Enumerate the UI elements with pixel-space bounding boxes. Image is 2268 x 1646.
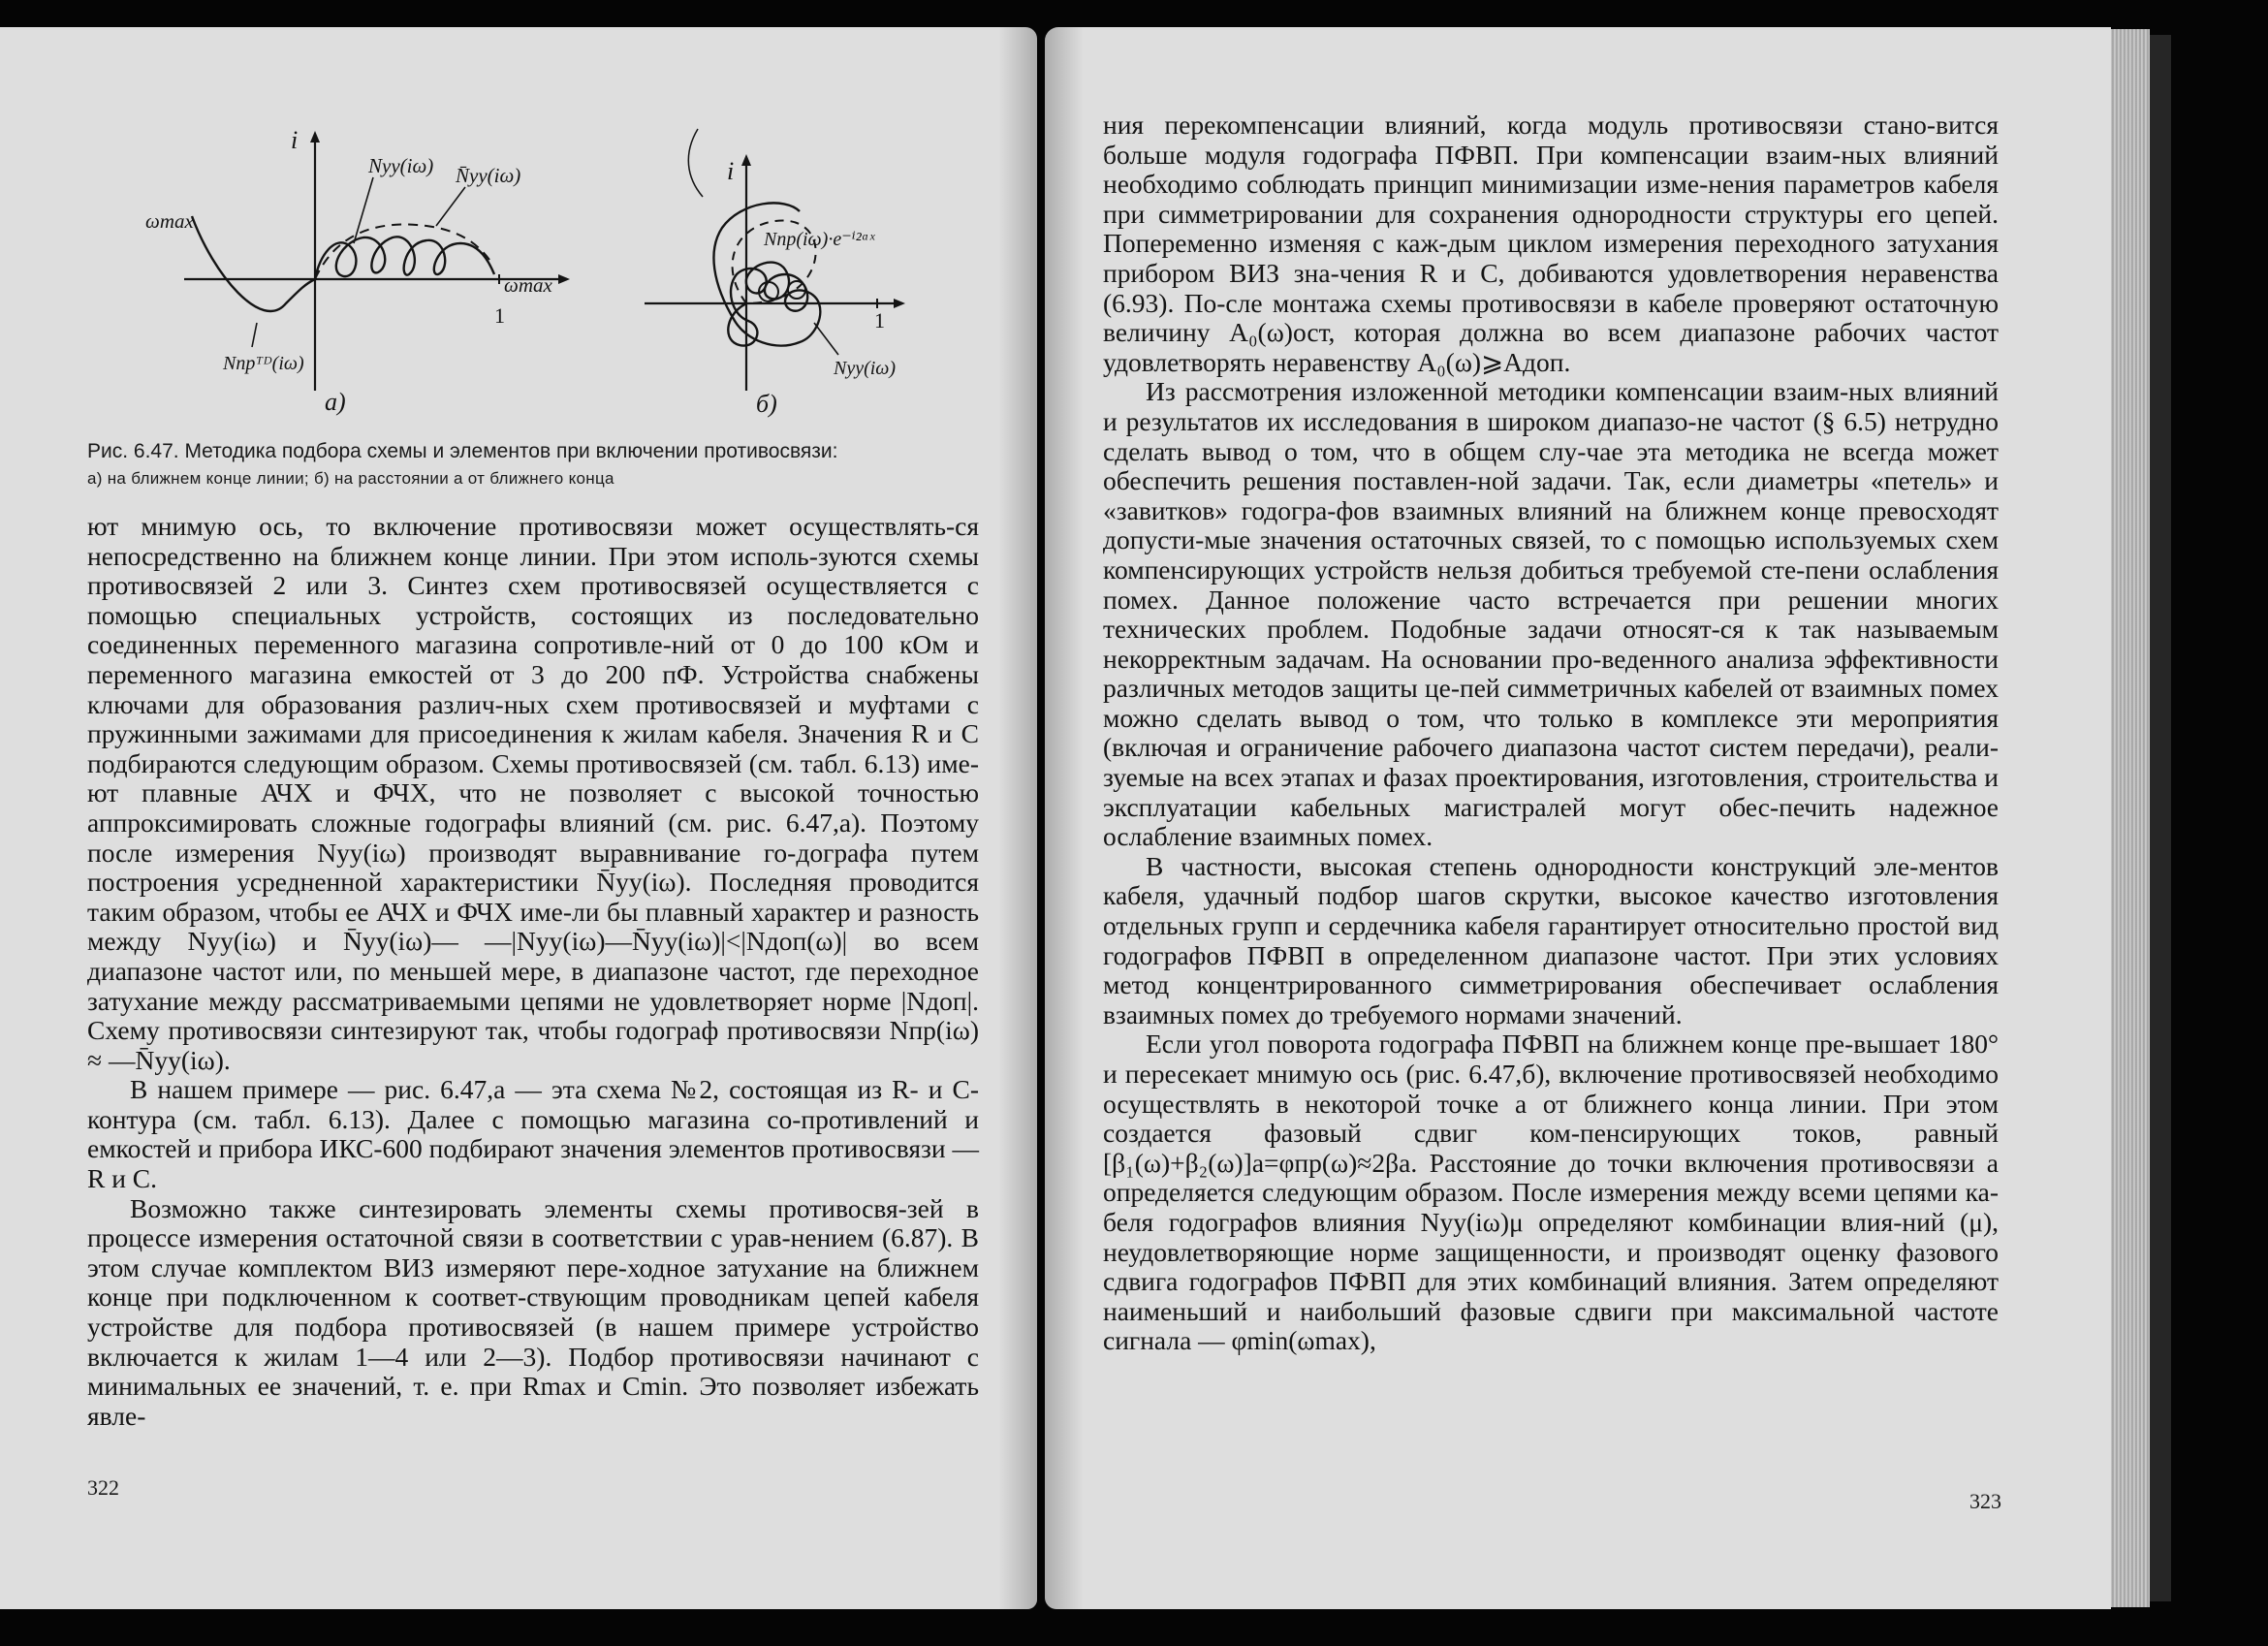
figure-a-x-arrow <box>558 274 570 284</box>
figure-a-panel-label: а) <box>325 388 346 416</box>
left-paragraph-2: В нашем примере — рис. 6.47,а — эта схема №2, состоящая из R- и C-контура (см. табл. 6.13). Далее с помощью магазина со-противлений и емкостей и прибора ИКС-600 подбирают значения элементов противосвязи — R и C. <box>87 1074 979 1194</box>
right-spine-shadow <box>1045 27 1084 1609</box>
page-number-right: 323 <box>1969 1489 2001 1513</box>
left-paragraph-3: Возможно также синтезировать элементы схемы противосвя-зей в процессе измерения остаточной связи в соответствии с урав-нением (6.87). В этом случае комплектом ВИЗ измеряют пере-ходное затухание на ближнем конце при подключенном к соответ-ствующим проводникам цепей кабеля устройстве для подбора противосвязей (в нашем примере устройство включается к жилам 1—4 или 2—3). Подбор противосвязи начинают с минимальных ее значений, т. е. при Rmax и Cmin. Это позволяет избежать явле- <box>87 1192 979 1431</box>
figure-b-x-end-label: 1 <box>874 308 885 332</box>
right-page <box>1045 27 2111 1609</box>
figure-caption <box>87 438 960 492</box>
figure-a-wmax-left-label: ωmax <box>145 209 194 233</box>
book-page-edges <box>2111 29 2150 1607</box>
figure-b-leader-nyy <box>814 323 838 355</box>
figure-b-nyy-label: Nyy(iω) <box>834 358 897 379</box>
figure-caption-subtitle: а) на ближнем конце линии; б) на расстоянии а от ближнего конца <box>87 469 614 488</box>
left-body-text <box>87 512 979 1431</box>
figure-a-npr-label: Nпрᵀᴰ(iω) <box>223 353 304 374</box>
right-paragraph-3: В частности, высокая степень однородности конструкций эле-ментов кабеля, удачный подбор шагов скрутки, высокое качество изготовления отдельных групп и сердечника кабеля гарантирует относительно простой вид годографов ПФВП в определенном диапазоне частот. При этих условиях метод концентрированного симметрирования обеспечивает ослабления взаимных помех до требуемого нормами значений. <box>1103 850 1999 1029</box>
book-cover-edge <box>2150 35 2171 1601</box>
figure-b-hodograph-curve <box>713 203 820 345</box>
figure-a-y-label: i <box>291 129 299 154</box>
figure-b-y-arrow <box>741 154 751 166</box>
right-paragraph-4: Если угол поворота годографа ПФВП на ближнем конце пре-вышает 180° и пересекает мнимую ось (рис. 6.47,б), включение противосвязей необходимо осуществлять в некоторой точке a от ближнего конца линии. При этом создается фазовый сдвиг ком-пенсирующих токов, равный [β₁(ω)+β₂(ω)]a=φпр(ω)≈2βa. Расстояние до точки включения противосвязи a определяется следующим образом. После измерения между всеми цепями ка-беля годографов влияния Nуу(iω)μ определяют комбинации влия-ний (μ), неудовлетворяющие норме защищенности, и производят оценку фазового сдвига годографов ПФВП для этих комбинаций влияния. Затем определяют наименьший и наибольший фазовые сдвиги при максимальной частоте сигнала — φmin(ωmax), <box>1103 1029 1999 1356</box>
figure-b-panel-label: б) <box>756 390 777 418</box>
right-paragraph-2: Из рассмотрения изложенной методики компенсации взаим-ных влияний и результатов их исследования в широком диапазо-не частот (§ 6.5) нетрудно сделать вывод о том, что в общем слу-чае эта методика не всегда может обеспечить решения поставлен-ной задачи. Так, если диаметры «петель» и «завитков» годогра-фов взаимных влияний на ближнем конце превосходят допусти-мые значения остаточных связей, то с помощью используемых схем компенсирующих устройств нельзя добиться требуемой сте-пени ослабления помех. Данное положение часто встречается при решении многих технических проблем. Подобные задачи относят-ся к так называемым некорректным задачам. На основании про-веденного анализа эффективности различных методов защиты це-пей симметричных кабелей от взаимных помех можно сделать вывод о том, что только в комплексе эти мероприятия (включая и ограничение рабочего диапазона частот систем передачи), реали-зуемые на всех этапах и фазах проектирования, изготовления, строительства и эксплуатации кабельных магистралей могут обес-печить надежное ослабление взаимных помех. <box>1103 376 1999 852</box>
left-paragraph-1: ют мнимую ось, то включение противосвязи может осуществлять-ся непосредственно на ближнем конце линии. При этом исполь-зуются схемы противосвязей 2 или 3. Синтез схем противосвязей осуществляется с помощью специальных устройств, состоящих из последовательно соединенных переменного магазина сопротивле-ний от 0 до 100 кОм и переменного магазина емкостей от 3 до 200 пФ. Устройства снабжены ключами для образования различ-ных схем противосвязей и муфтами с пружинными зажимами для присоединения к жилам кабеля. Значения R и C подбираются следующим образом. Схемы противосвязей (см. табл. 6.13) име-ют плавные АЧХ и ФЧХ, что не позволяет с высокой точностью аппроксимировать сложные годографы влияний (см. рис. 6.47,а). Поэтому после измерения Nуу(iω) производят выравнивание го-дографа путем построения усредненной характеристики N̄уу(iω). Последняя проводится таким образом, чтобы ее АЧХ и ФЧХ име-ли бы плавный характер и разность между Nуу(iω) и N̄уу(iω)— —|Nуу(iω)—N̄уу(iω)|<|Nдоп(ω)| во всем диапазоне частот или, по меньшей мере, в диапазоне частот, где переходное затухание между рассматриваемыми цепями не удовлетворяет норме |Nдоп|. Схему противосвязи синтезируют так, чтобы годограф противосвязи Nпр(iω) ≈ —N̄уу(iω). <box>87 511 979 1075</box>
right-body-text <box>1103 111 1999 1356</box>
figure-b-x-arrow <box>894 299 905 308</box>
figure-b-y-label: i <box>727 157 735 185</box>
figure-b-margin-mark <box>688 129 703 197</box>
figure-a-y-arrow <box>310 131 320 142</box>
figure-a-nyy-label: Nyy(iω) <box>368 154 434 177</box>
page-number-left: 322 <box>87 1475 119 1500</box>
figure-a-wmax-right-label: ωmax <box>504 273 552 297</box>
left-page <box>0 27 1037 1609</box>
figure-b <box>630 119 940 425</box>
figure-caption-title: Рис. 6.47. Методика подбора схемы и элементов при включении противосвязи: <box>87 440 838 462</box>
figure-a-x-end-label: 1 <box>494 303 505 328</box>
figure-a-leader-nyy-avg <box>436 187 465 226</box>
figure-a-leader-npr <box>252 323 257 347</box>
figure-b-npr-label: Nпр(iω)·e⁻ⁱ²ᵅˣ <box>764 229 875 250</box>
figure-a-leader-nyy <box>354 177 373 243</box>
right-paragraph-1: ния перекомпенсации влияний, когда модуль противосвязи стано-вится больше модуля годографа ПФВП. При компенсации взаим-ных влияний необходимо соблюдать принцип минимизации изме-нения параметров кабеля при симметрировании для сохранения однородности структуры его цепей. Попеременно изменяя с каж-дым циклом измерения переходного затухания прибором ВИЗ зна-чения R и C, добиваются удовлетворения неравенства (6.93). По-сле монтажа схемы противосвязи в кабеле проверяют остаточную величину A₀(ω)ост, которая должна во всем диапазоне рабочих частот удовлетворять неравенству A₀(ω)⩾Aдоп. <box>1103 110 1999 377</box>
left-spine-shadow <box>998 27 1037 1609</box>
figure-a <box>145 129 611 420</box>
figure-a-nyy-avg-label: N̄yy(iω) <box>456 164 521 187</box>
